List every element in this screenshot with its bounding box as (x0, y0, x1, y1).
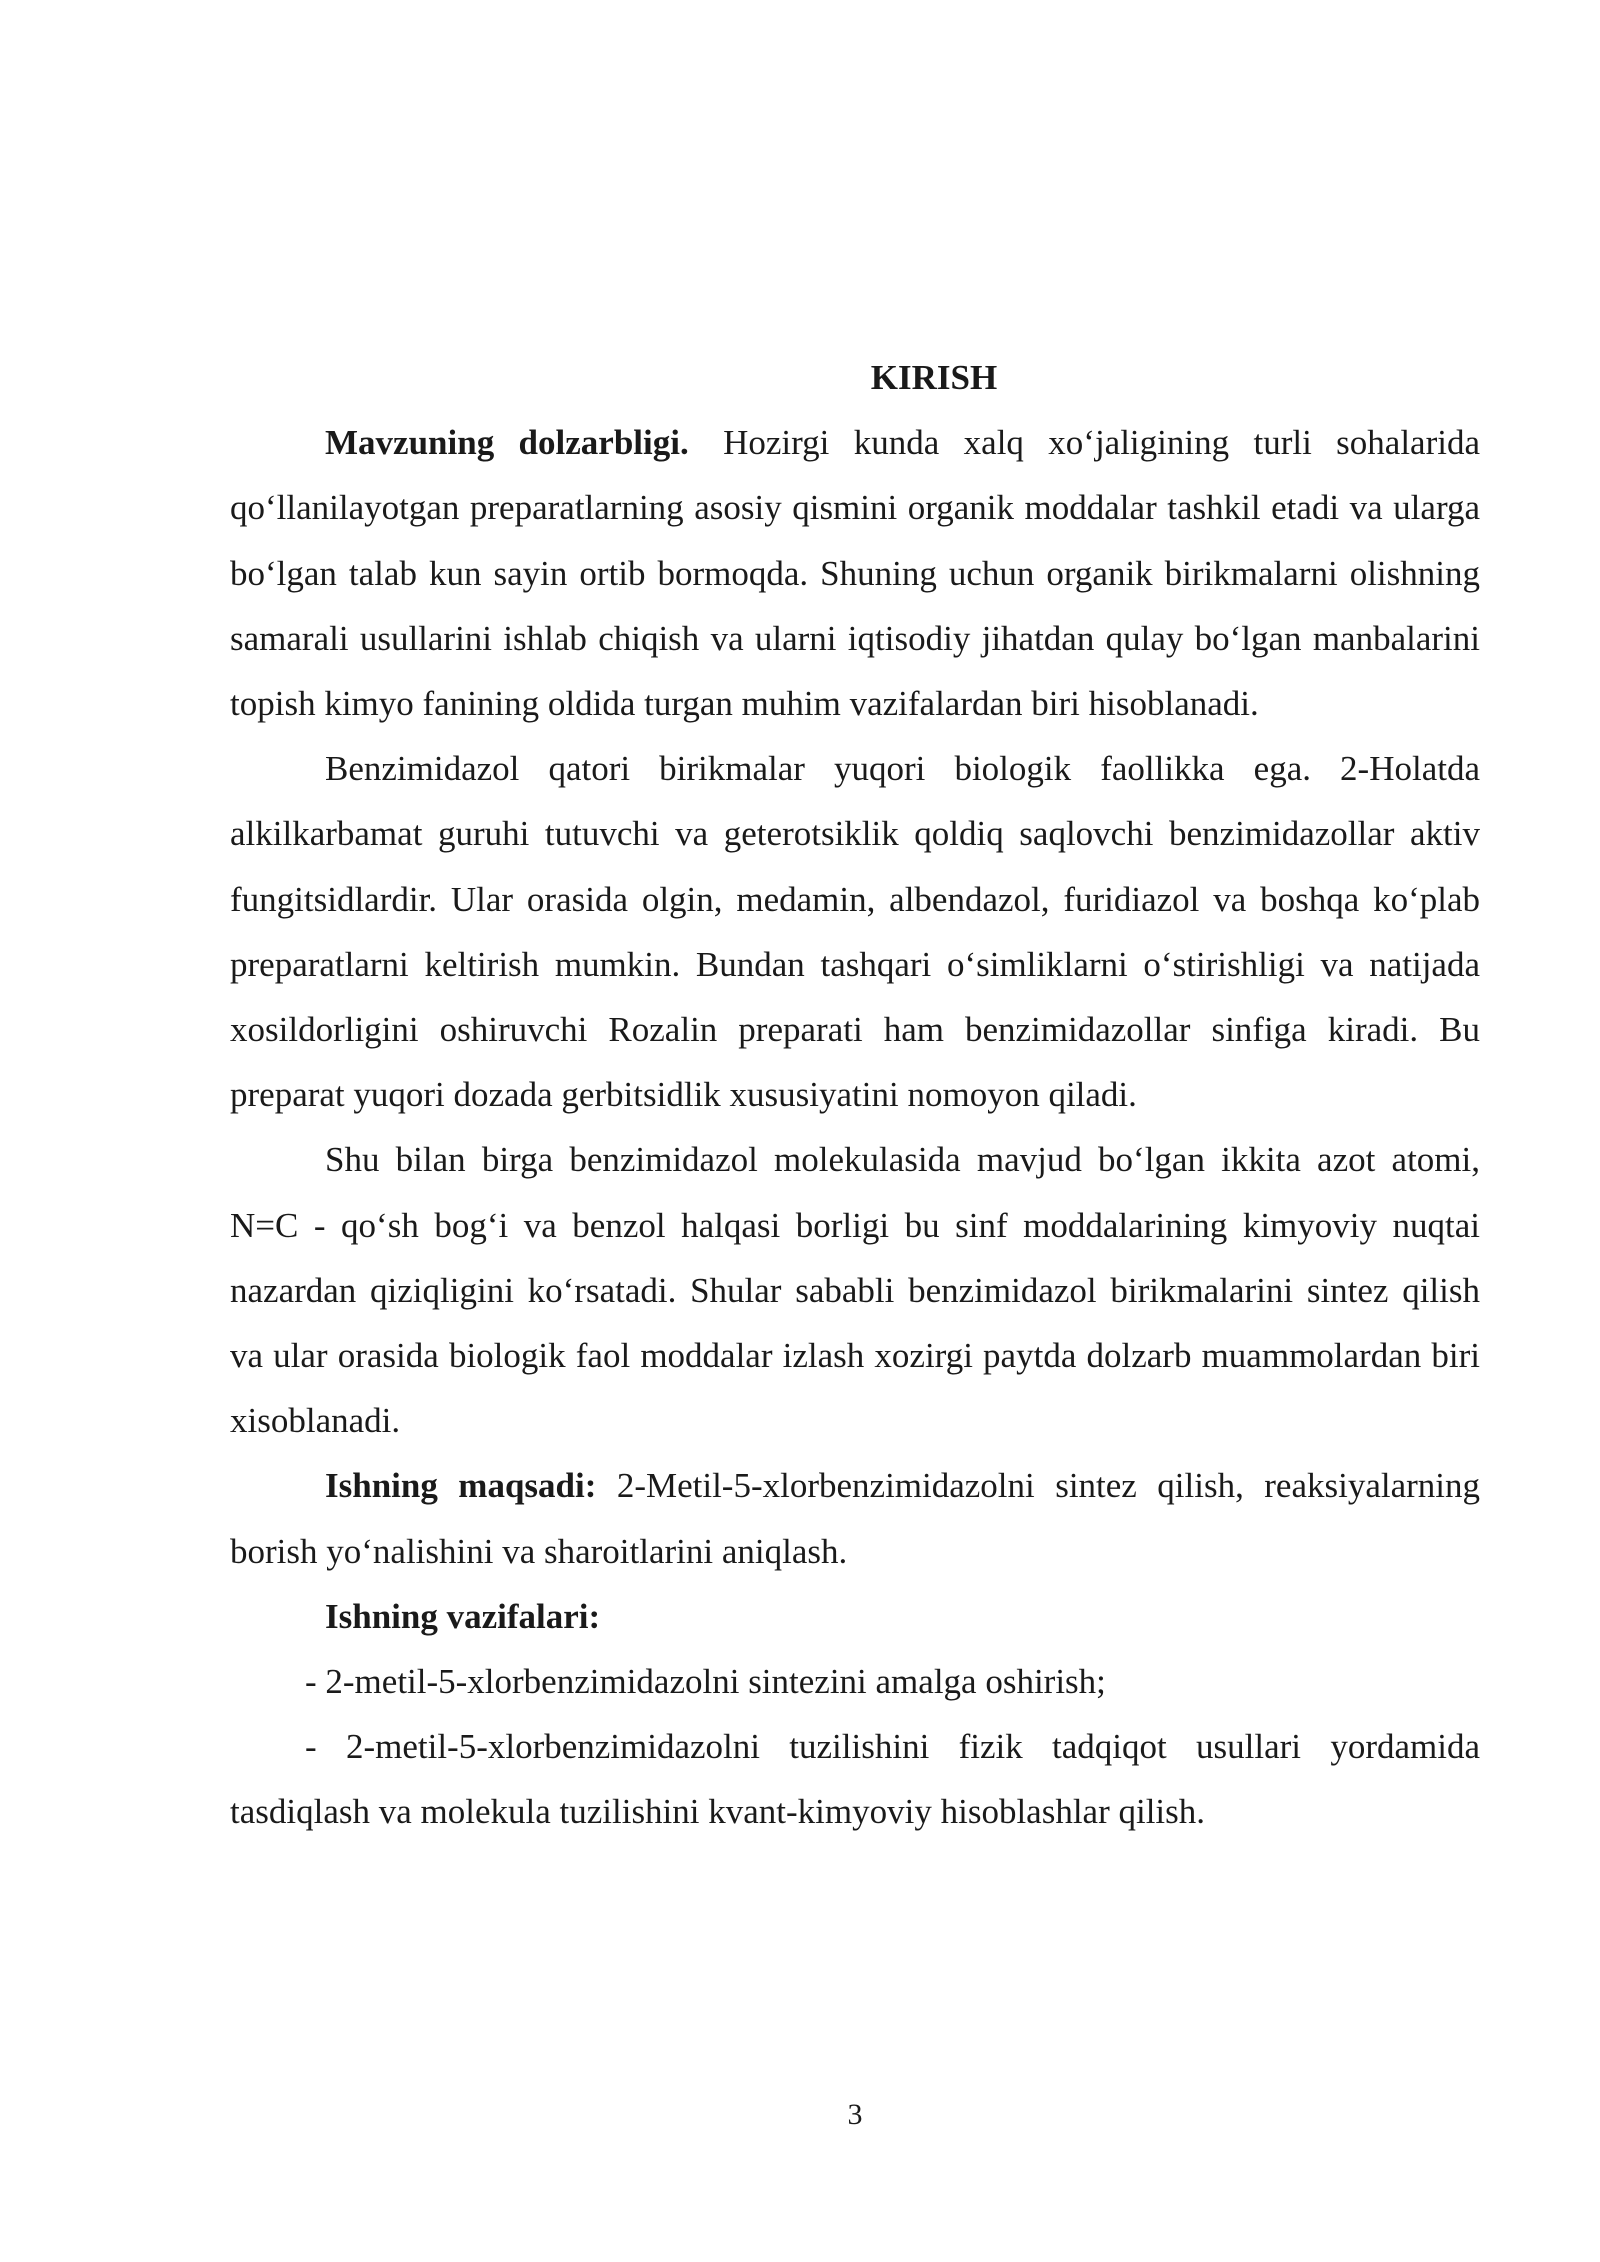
list-item: - 2-metil-5-xlorbenzimidazolni tuzilishini fizik tadqiqot usullari yordamida tasdiqlash va molekula tuzilishini kvant-kimyoviy hisoblashlar qilish. (230, 1727, 1480, 1832)
paragraph-text-goal: 2-Metil-5-xlorbenzimidazolni sintez qilish, reaksiyalarning borish yo‘nalishini va sharoitlarini aniqlash. (230, 1466, 1480, 1571)
paragraph-label-goal: Ishning maqsadi: (325, 1466, 597, 1506)
document-body (230, 345, 1480, 1845)
paragraph-text-relevance: Hozirgi kunda xalq xo‘jaligining turli sohalarida qo‘llanilayotgan preparatlarning asosiy qismini organik moddalar tashkil etadi va ularga bo‘lgan talab kun sayin ortib bormoqda. Shuning uchun organik birikmalarni olishning samarali usullarini ishlab chiqish va ularni iqtisodiy jihatdan qulay bo‘lgan manbalarini topish kimyo fanining oldida turgan muhim vazifalardan biri hisoblanadi. (230, 423, 1480, 724)
paragraph-benzimidazol: Benzimidazol qatori birikmalar yuqori biologik faollikka ega. 2-Holatda alkilkarbamat guruhi tutuvchi va geterotsiklik qoldiq saqlovchi benzimidazollar aktiv fungitsidlardir. Ular orasida olgin, medamin, albendazol, furidiazol va boshqa ko‘plab preparatlarni keltirish mumkin. Bundan tashqari o‘simliklarni o‘stirishligi va natijada xosildorligini oshiruvchi Rozalin preparati ham benzimidazollar sinfiga kiradi. Bu preparat yuqori dozada gerbitsidlik xususiyatini nomoyon qiladi. (230, 749, 1480, 1115)
paragraph-label-relevance: Mavzuning dolzarbligi. (325, 423, 689, 463)
paragraph-goal (230, 1453, 1480, 1583)
paragraph-tasks-heading (230, 1584, 1480, 1649)
tasks-heading: Ishning vazifalari: (325, 1596, 601, 1636)
list-item: - 2-metil-5-xlorbenzimidazolni sintezini amalga oshirish; (305, 1662, 1106, 1702)
paragraph-nitrogen-atoms: Shu bilan birga benzimidazol molekulasida mavjud bo‘lgan ikkita azot atomi, N=C - qo‘sh bog‘i va benzol halqasi borligi bu sinf moddalarining kimyoviy nuqtai nazardan qiziqligini ko‘rsatadi. Shular sababli benzimidazol birikmalarini sintez qilish va ular orasida biologik faol moddalar izlash xozirgi paytda dolzarb muammolardan biri xisoblanadi. (230, 1140, 1480, 1441)
document-title: KIRISH (870, 358, 998, 397)
paragraph-relevance (230, 410, 1480, 736)
page-number: 3 (847, 2098, 863, 2131)
